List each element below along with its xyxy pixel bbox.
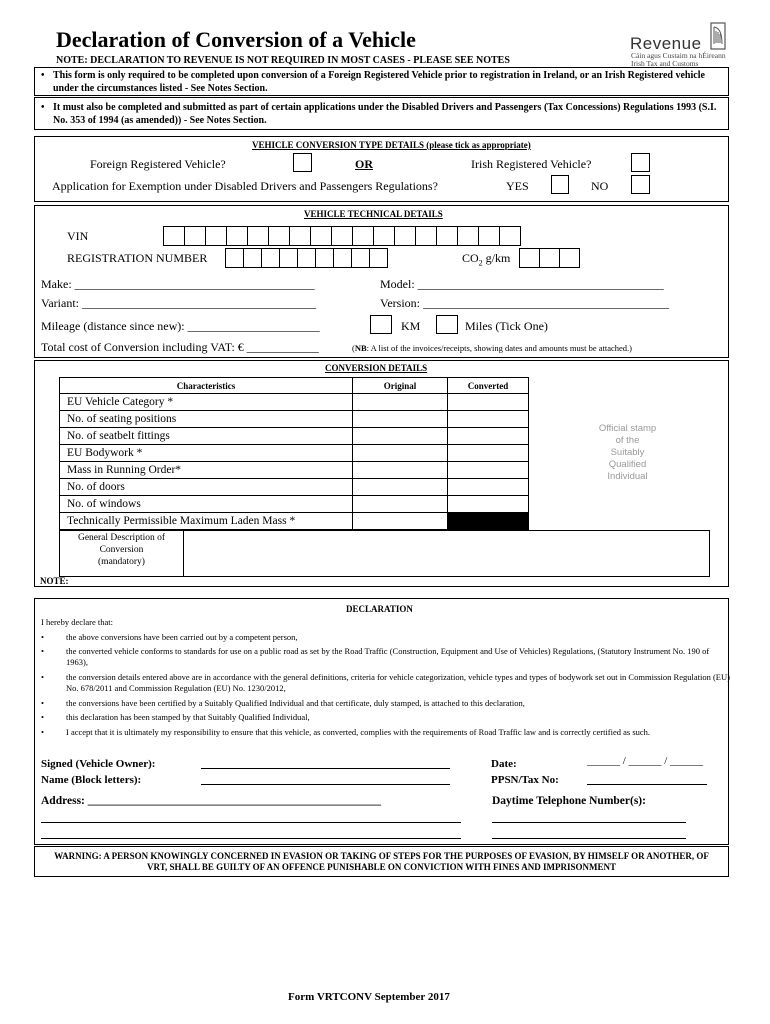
intro-bullet-1: • This form is only required to be completed upon conversion of a Foreign Registered Vehicle prior to registration in Ireland, or an Irish Registered vehicle under the circumstances listed - See Notes Section.: [41, 70, 705, 94]
table-row: [60, 462, 529, 479]
table-header-row: [60, 378, 529, 394]
date-label: Date:: [491, 758, 517, 770]
page-title: Declaration of Conversion of a Vehicle: [56, 27, 416, 52]
registration-input[interactable]: [226, 248, 388, 268]
character-cell[interactable]: [205, 226, 227, 246]
official-stamp-area: [585, 423, 670, 483]
original-value-cell[interactable]: [353, 462, 448, 479]
characteristic-label: No. of doors: [60, 479, 353, 496]
conversion-type-heading: VEHICLE CONVERSION TYPE DETAILS (please tick as appropriate): [252, 140, 531, 150]
column-header: Converted: [448, 378, 529, 394]
converted-value-cell[interactable]: [448, 479, 529, 496]
miles-label: Miles (Tick One): [465, 319, 548, 333]
cost-note: (NB: A list of the invoices/receipts, showing dates and amounts must be attached.): [352, 343, 632, 353]
converted-value-cell[interactable]: [448, 462, 529, 479]
km-checkbox[interactable]: [370, 315, 392, 334]
declaration-item-text: I accept that it is ultimately my responsibility to ensure that this vehicle, as converted, complies with the requirements of Road Traffic law and is correctly certified as such.: [66, 727, 651, 737]
ppsn-line[interactable]: [587, 784, 707, 785]
character-cell[interactable]: [436, 226, 458, 246]
stamp-text-line: Official stamp: [598, 423, 657, 434]
phone-line-2[interactable]: [492, 838, 686, 839]
no-label: NO: [591, 179, 609, 193]
original-value-cell[interactable]: [353, 428, 448, 445]
general-description-label-line: (mandatory): [98, 557, 145, 567]
vin-input[interactable]: [164, 226, 521, 246]
km-label: KM: [401, 319, 421, 333]
address-label[interactable]: Address: ___________________________________________________: [41, 795, 382, 807]
character-cell[interactable]: [184, 226, 206, 246]
character-cell[interactable]: [333, 248, 352, 268]
co2-input[interactable]: [520, 248, 580, 268]
original-value-cell[interactable]: [353, 394, 448, 411]
table-row: [60, 513, 529, 530]
bullet-icon: •: [41, 698, 44, 708]
character-cell[interactable]: [352, 226, 374, 246]
characteristic-label: EU Vehicle Category *: [60, 394, 353, 411]
table-row: [60, 411, 529, 428]
variant-field[interactable]: Variant: _______________________________________: [41, 296, 316, 310]
signed-label: Signed (Vehicle Owner):: [41, 758, 156, 770]
column-header: Original: [353, 378, 448, 394]
stamp-text-line: Qualified: [608, 459, 647, 470]
foreign-vehicle-checkbox[interactable]: [293, 153, 312, 172]
original-value-cell[interactable]: [353, 479, 448, 496]
characteristic-label: No. of seatbelt fittings: [60, 428, 353, 445]
make-field[interactable]: Make: ________________________________________: [41, 277, 315, 291]
co2-label: $CO_2$ g/km: [462, 251, 511, 268]
harp-crest-icon: [708, 22, 728, 50]
vin-label: VIN: [67, 229, 89, 243]
character-cell[interactable]: [163, 226, 185, 246]
table-row: [60, 479, 529, 496]
exemption-no-checkbox[interactable]: [631, 175, 650, 194]
original-value-cell[interactable]: [353, 496, 448, 513]
character-cell[interactable]: [394, 226, 416, 246]
character-cell[interactable]: [279, 248, 298, 268]
general-description-label-line: Conversion: [99, 545, 144, 555]
declaration-item-text: the conversion details entered above are in accordance with the general definitions, criteria for vehicle categorization, vehicle types and types of bodywork set out in Commission Regulation (EU) No. 678/2011 and Commission Regulation (EU) No. 1230/2012,: [66, 672, 730, 693]
technical-heading: VEHICLE TECHNICAL DETAILS: [304, 209, 443, 219]
address-line-3[interactable]: [41, 838, 461, 839]
character-cell[interactable]: [268, 226, 290, 246]
form-footer: Form VRTCONV September 2017: [288, 991, 450, 1003]
revenue-logo-text: Revenue: [630, 34, 702, 53]
declaration-item-text: the converted vehicle conforms to standards for use on a public road as set by the Road Traffic (Construction, Equipment and Use of Vehicles) Regulations, (Statutory Instrument No. 190 of 1963),: [66, 646, 710, 667]
declaration-item-text: the conversions have been certified by a Suitably Qualified Individual and that certificate, duly stamped, is attached to this declaration,: [66, 698, 525, 708]
declaration-intro: I hereby declare that:: [41, 617, 113, 627]
character-cell[interactable]: [226, 226, 248, 246]
original-value-cell[interactable]: [353, 513, 448, 530]
character-cell[interactable]: [225, 248, 244, 268]
foreign-vehicle-label: Foreign Registered Vehicle?: [90, 157, 226, 171]
general-description-label-line: General Description of: [77, 533, 166, 543]
character-cell[interactable]: [415, 226, 437, 246]
conversion-details-table: [59, 377, 529, 530]
stamp-text-line: of the: [615, 435, 640, 446]
mileage-field[interactable]: Mileage (distance since new): ______________________: [41, 319, 320, 333]
converted-value-cell[interactable]: [448, 394, 529, 411]
cost-field[interactable]: Total cost of Conversion including VAT: € ____________: [41, 340, 319, 354]
ppsn-label: PPSN/Tax No:: [491, 774, 559, 786]
character-cell[interactable]: [559, 248, 580, 268]
declaration-item-text: this declaration has been stamped by that Suitably Qualified Individual,: [66, 712, 310, 722]
column-header: Characteristics: [60, 378, 353, 394]
revenue-logo-subtitle: Cáin agus Custaim na hÉireann Irish Tax and Customs: [631, 51, 726, 68]
characteristic-label: Mass in Running Order*: [60, 462, 353, 479]
character-cell[interactable]: [247, 226, 269, 246]
date-input[interactable]: ______ / ______ / ______: [587, 755, 704, 767]
warning-text: WARNING: A PERSON KNOWINGLY CONCERNED IN EVASION OR TAKING OF STEPS FOR THE PURPOSES OF EVASION, BY HIMSELF OR ANOTHER, OF VRT, SHALL BE GUILTY OF AN OFFENCE PUNISHABLE ON CONVICTION WITH FINES AND IMPRISONMENT: [54, 851, 709, 872]
characteristic-label: No. of windows: [60, 496, 353, 513]
general-description-label: [59, 532, 184, 568]
exemption-label: Application for Exemption under Disabled Drivers and Passengers Regulations?: [52, 179, 438, 193]
miles-checkbox[interactable]: [436, 315, 458, 334]
address-line-2[interactable]: [41, 822, 461, 823]
table-row: [60, 394, 529, 411]
bullet-icon: •: [41, 632, 44, 642]
conversion-details-heading: CONVERSION DETAILS: [325, 363, 428, 373]
character-cell[interactable]: [369, 248, 388, 268]
converted-value-cell[interactable]: [448, 411, 529, 428]
bullet-icon: •: [41, 646, 44, 656]
bullet-icon: •: [41, 672, 44, 682]
character-cell[interactable]: [261, 248, 280, 268]
intro-bullet-2: • It must also be completed and submitted as part of certain applications under the Disabled Drivers and Passengers (Tax Concessions) Regulations 1993 (S.I. No. 353 of 1994 (as amended)) - See Notes Section.: [41, 102, 717, 126]
stamp-text-line: Individual: [607, 471, 648, 482]
original-value-cell[interactable]: [353, 445, 448, 462]
characteristic-label: EU Bodywork *: [60, 445, 353, 462]
character-cell[interactable]: [289, 226, 311, 246]
model-field[interactable]: Model: _________________________________________: [380, 277, 664, 291]
character-cell[interactable]: [297, 248, 316, 268]
characteristic-label: Technically Permissible Maximum Laden Mass *: [60, 513, 353, 530]
signature-line[interactable]: [201, 768, 450, 769]
phone-label: Daytime Telephone Number(s):: [492, 795, 646, 807]
name-line[interactable]: [201, 784, 450, 785]
table-row: [60, 496, 529, 513]
table-row: [60, 445, 529, 462]
character-cell[interactable]: [315, 248, 334, 268]
bullet-icon: •: [41, 712, 44, 722]
character-cell[interactable]: [499, 226, 521, 246]
converted-value-cell[interactable]: [448, 428, 529, 445]
character-cell[interactable]: [373, 226, 395, 246]
note-heading: NOTE: DECLARATION TO REVENUE IS NOT REQUIRED IN MOST CASES - PLEASE SEE NOTES: [56, 55, 510, 66]
character-cell[interactable]: [331, 226, 353, 246]
irish-vehicle-checkbox[interactable]: [631, 153, 650, 172]
converted-value-cell[interactable]: [448, 445, 529, 462]
irish-vehicle-label: Irish Registered Vehicle?: [471, 157, 592, 171]
general-description-input[interactable]: [185, 531, 709, 576]
character-cell[interactable]: [351, 248, 370, 268]
character-cell[interactable]: [243, 248, 262, 268]
converted-value-cell[interactable]: [448, 496, 529, 513]
character-cell[interactable]: [519, 248, 540, 268]
character-cell[interactable]: [539, 248, 560, 268]
character-cell[interactable]: [478, 226, 500, 246]
table-row: [60, 428, 529, 445]
exemption-yes-checkbox[interactable]: [551, 175, 569, 194]
bullet-icon: •: [41, 727, 44, 737]
note-label: NOTE:: [40, 576, 69, 586]
or-label: OR: [355, 157, 373, 171]
original-value-cell[interactable]: [353, 411, 448, 428]
character-cell[interactable]: [457, 226, 479, 246]
phone-line-1[interactable]: [492, 822, 686, 823]
characteristic-label: No. of seating positions: [60, 411, 353, 428]
converted-value-cell: [448, 513, 529, 530]
yes-label: YES: [506, 179, 529, 193]
declaration-heading: DECLARATION: [346, 604, 413, 614]
registration-label: REGISTRATION NUMBER: [67, 251, 208, 265]
stamp-text-line: Suitably: [610, 447, 645, 458]
declaration-item-text: the above conversions have been carried out by a competent person,: [66, 632, 298, 642]
version-field[interactable]: Version: _________________________________________: [380, 296, 669, 310]
character-cell[interactable]: [310, 226, 332, 246]
name-label: Name (Block letters):: [41, 774, 142, 786]
